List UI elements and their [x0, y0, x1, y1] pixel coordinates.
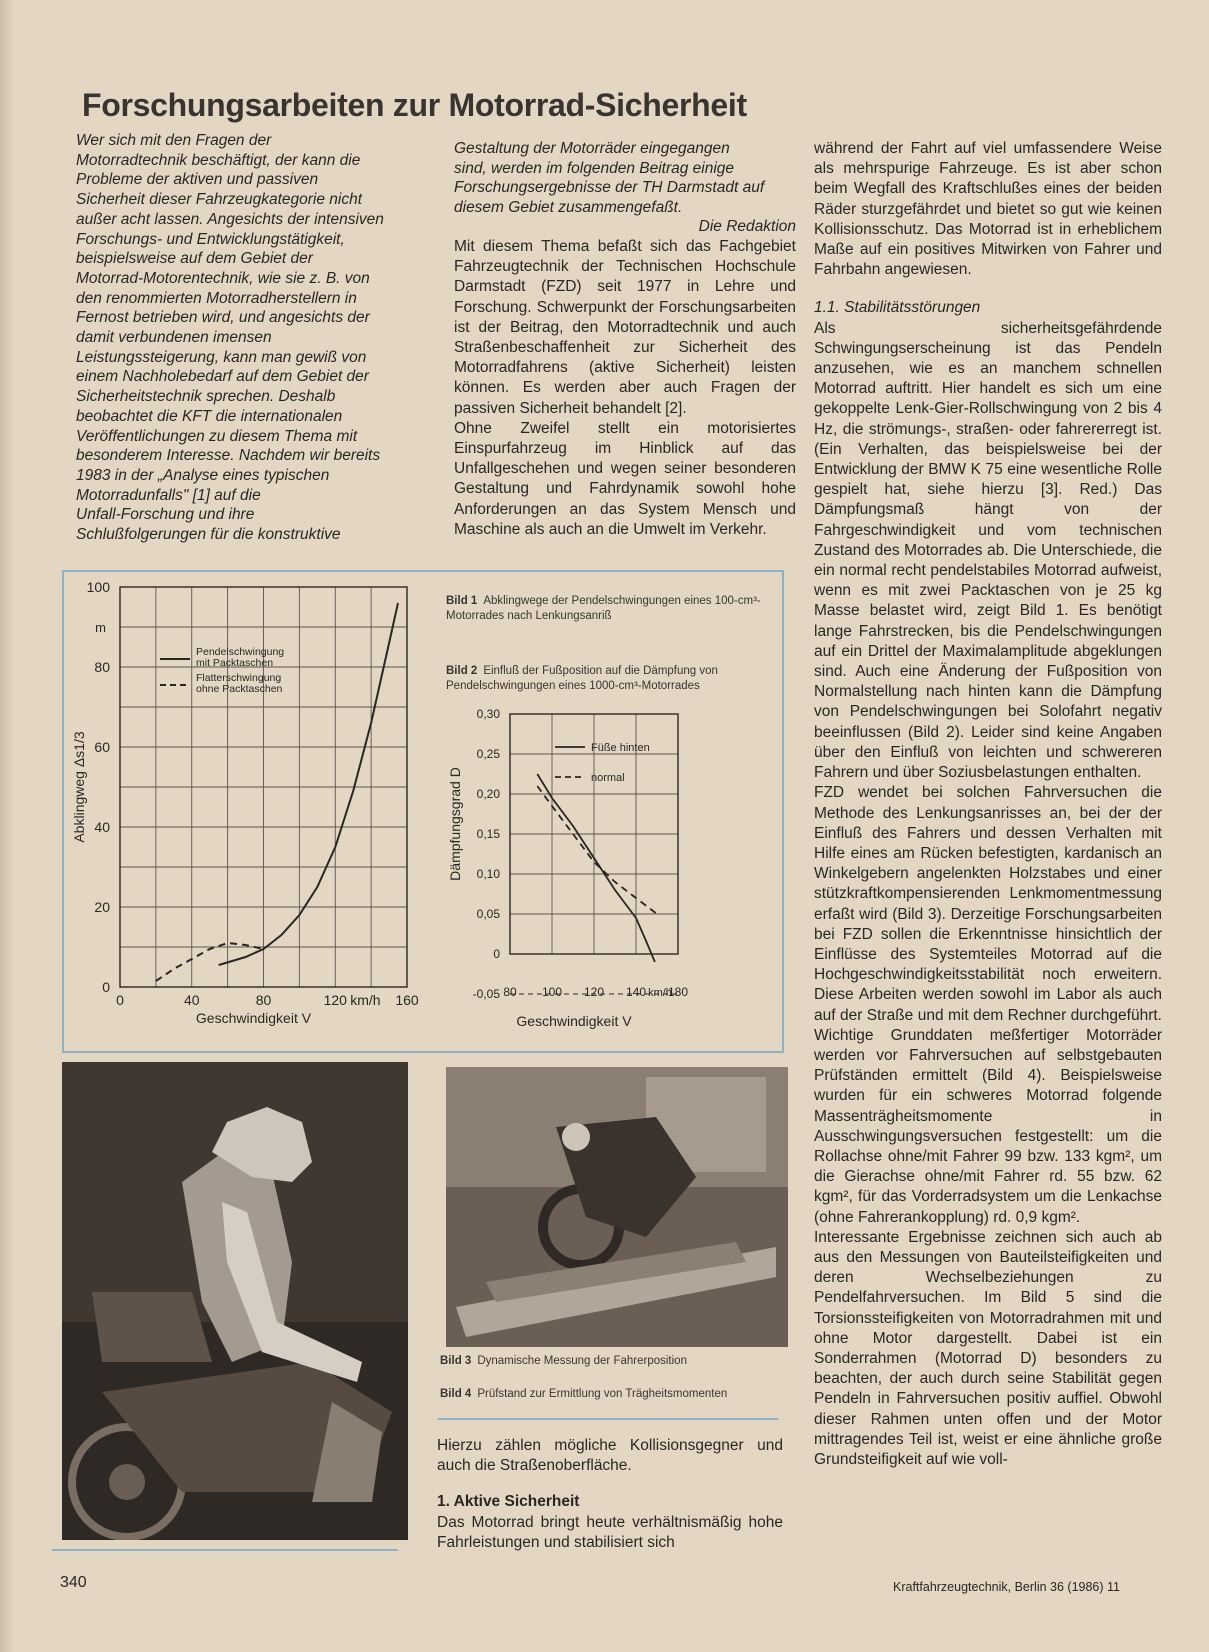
y-tick-label: 60	[94, 739, 110, 755]
intro-line: Veröffentlichungen zu diesem Thema mit	[76, 427, 358, 445]
x-unit-label: km/h	[648, 987, 672, 999]
column-2	[454, 139, 796, 540]
photo-bild-3-rider	[62, 1062, 408, 1540]
x-tick-label: 0	[116, 992, 124, 1008]
intro-line: beispielsweise auf dem Gebiet der	[76, 250, 313, 268]
intro-line: beobachtet die KFT die internationalen	[76, 407, 343, 425]
x-tick-label: 180	[667, 985, 689, 999]
y-tick-label: 0,05	[476, 907, 500, 921]
col3-paragraph-2: Als sicherheitsgefährdende Schwingungserscheinung ist das Pendeln anzusehen, wie es an manchem schnellen Motorrad auftritt. Hier handelt es sich um eine gekoppelte Lenk-Gier-Rollschwingung von 2 bis 4 Hz, die strömungs-, straßen- oder fahrererregt ist. (Ein Verhalten, das beispielsweise bei der Entwicklung der BMW K 75 eine wesentliche Rolle gespielt hat, siehe hierzu [3]. Red.) Das Dämpfungsmaß hängt von der Fahrgeschwindigkeit und vom technischen Zustand des Motorrades ab. Die Unterschiede, die ein normal recht pendelstabiles Motorrad aufweist, wenn es mit zwei Packtaschen von je 25 kg Masse belastet wird, zeigt Bild 1. Es benötigt lange Fahrstrecken, bis die Pendelschwingungen auf ein Drittel der Maximalamplitude abgeklungen sind. Auch eine Änderung der Fußposition von Normalstellung nach hinten kann die Dämpfung von Pendelschwingungen bei Solofahrt negativ beeinflussen (Bild 2). Leider sind keine Angaben über den Einfluß von leichten und schwereren Fahrern und über Soziusbelastungen enthalten.	[814, 319, 1162, 782]
x-tick-label: 120	[323, 992, 347, 1008]
y-tick-label: 0,25	[476, 747, 500, 761]
intro-line: Wer sich mit den Fragen der	[76, 132, 272, 149]
y-tick-label: 0	[102, 979, 110, 995]
intro-line: Schlußfolgerungen für die konstruktive	[76, 526, 341, 544]
legend-label: ohne Packtaschen	[196, 683, 283, 695]
col2-bottom-paragraph: Hierzu zählen mögliche Kollisionsgegner und auch die Straßenoberfläche.	[437, 1437, 783, 1475]
chart-bild-1	[64, 575, 434, 1050]
x-tick-label: 160	[395, 992, 419, 1008]
intro-line: den renommierten Motorradherstellern in	[76, 289, 357, 307]
x-tick-label: 80	[255, 992, 272, 1008]
intro-line: Sicherheitstechnik sprechen. Deshalb	[76, 388, 336, 406]
caption-rule	[438, 1418, 778, 1420]
intro-line: Leistungssteigerung, kann man gewiß von	[76, 348, 367, 366]
y-tick-label: 0,10	[476, 867, 500, 881]
article-title: Forschungsarbeiten zur Motorrad-Sicherheit	[82, 87, 747, 124]
x-axis-title: Geschwindigkeit V	[516, 1013, 632, 1029]
caption-bild-3-label: Bild 3	[440, 1355, 472, 1367]
column-3	[814, 139, 1162, 1470]
x-unit-label: km/h	[350, 992, 381, 1008]
series-line	[537, 774, 655, 962]
x-tick-label: 120	[583, 985, 605, 999]
caption-bild-2-label: Bild 2	[446, 665, 478, 677]
legend-label: Flatterschwingung	[196, 672, 282, 684]
intro-continuation-line: sind, werden im folgenden Beitrag einige	[454, 159, 735, 177]
chart-bild-2	[440, 700, 770, 1050]
photo-bild-4-test-rig	[446, 1067, 788, 1347]
caption-bild-2-text: Einfluß der Fußposition auf die Dämpfung von Pendelschwingungen eines 1000-cm³-Motorrades	[446, 665, 718, 692]
y-tick-label: 20	[94, 899, 110, 915]
y-tick-label: 0	[493, 947, 500, 961]
x-tick-label: 80	[503, 985, 517, 999]
intro-line: Motorrad-Motorentechnik, wie sie z. B. von	[76, 269, 370, 287]
heading-aktive-sicherheit: 1. Aktive Sicherheit	[437, 1493, 580, 1511]
caption-bild-1	[446, 594, 766, 624]
x-tick-label: 100	[541, 985, 563, 999]
heading-stabilitaetsstoerungen: 1.1. Stabilitätsstörungen	[814, 299, 981, 317]
col3-paragraph-4: Interessante Ergebnisse zeichnen sich auch ab aus den Messungen von Bauteilsteifigkeiten und deren Wechselbeziehungen zu Pendelfahrversuchen. Im Bild 5 sind die Torsionssteifigkeiten von Motorradrahmen mit und ohne Motor dargestellt. Dabei ist ein Sonderrahmen (Motorrad D) besonders zu beachten, der auch durch seine Stabilität gegen Pendeln in Fahrversuchen positiv auffiel. Obwohl dieser Rahmen unten offen und der Motor mittragendes Teil ist, weist er eine ähnliche große Grundsteifigkeit auf wie voll-	[814, 1228, 1162, 1468]
y-tick-label: 100	[86, 579, 110, 595]
intro-line: Unfall-Forschung und ihre	[76, 506, 255, 524]
intro-line: außer acht lassen. Angesichts der intensiven	[76, 210, 384, 228]
intro-continuation-line: Forschungsergebnisse der TH Darmstadt auf	[454, 179, 765, 197]
col2-paragraph-2: Ohne Zweifel stellt ein motorisiertes Einspurfahrzeug im Hinblick auf das Unfallgeschehen und wegen seiner besonderen Gestaltung und Fahrdynamik sowohl hohe Anforderungen an das System Mensch und Maschine als auch an die Umwelt im Verkehr.	[454, 419, 796, 538]
legend-label: normal	[591, 772, 625, 784]
intro-text	[76, 131, 424, 545]
intro-continuation	[454, 139, 796, 217]
x-tick-label: 40	[183, 992, 200, 1008]
y-tick-label: -0,05	[472, 987, 500, 1001]
intro-line: einem Nachholebedarf auf dem Gebiet der	[76, 368, 369, 386]
caption-bild-1-label: Bild 1	[446, 595, 478, 607]
y-axis-title: Dämpfungsgrad D	[447, 767, 463, 881]
intro-line: Fernost betrieben wird, und angesichts der	[76, 309, 370, 327]
page-edge	[0, 0, 14, 1652]
column-2-bottom	[437, 1436, 783, 1553]
photo-bottom-rule	[52, 1549, 398, 1551]
y-tick-label: 0,20	[476, 787, 500, 801]
x-tick-label: 140	[625, 985, 647, 999]
intro-line: Motorradtechnik beschäftigt, der kann die	[76, 151, 361, 169]
intro-line: 1983 in der „Analyse eines typischen	[76, 466, 330, 484]
intro-line: Sicherheit dieser Fahrzeugkategorie nicht	[76, 191, 363, 209]
journal-reference: Kraftfahrzeugtechnik, Berlin 36 (1986) 11	[893, 1580, 1120, 1594]
legend-label: mit Packtaschen	[196, 657, 274, 669]
photo-bild-3-sketch	[62, 1062, 408, 1540]
col2-paragraph-1: Mit diesem Thema befaßt sich das Fachgebiet Fahrzeugtechnik der Technischen Hochschule Darmstadt (FZD) seit 1977 in Lehre und Forschung. Schwerpunkt der Forschungsarbeiten ist der Beitrag, den Motorradtechnik und auch Straßenbeschaffenheit zur Sicherheit des Motorradfahrens (aktive Sicherheit) leisten können. Es werden aber auch Fragen der passiven Sicherheit behandelt [2].	[454, 237, 796, 417]
intro-line: Probleme der aktiven und passiven	[76, 171, 319, 189]
photo-bild-4-sketch	[446, 1067, 788, 1347]
y-axis-title: Abklingweg Δs1/3	[71, 731, 87, 843]
intro-continuation-line: diesem Gebiet zusammengefaßt.	[454, 198, 683, 216]
series-line	[156, 943, 264, 981]
caption-bild-1-text: Abklingwege der Pendelschwingungen eines 100-cm³-Motorrades nach Lenkungsanriß	[446, 595, 761, 622]
caption-bild-3-text: Dynamische Messung der Fahrerposition	[477, 1355, 687, 1367]
col3-paragraph-3: FZD wendet bei solchen Fahrversuchen die Methode des Lenkungsanrisses an, bei der der Einfluß des Fahrers und dessen Verhalten mit Hilfe eines am Rücken befestigten, kardanisch an Winkelgebern angelenkten Holzstabes und einer stützkraftkompensierenden Lenkmomentmessung erfaßt wird (Bild 3). Derzeitige Forschungsarbeiten bei FZD sollen die Erkenntnisse hinsichtlich der Einflüsse des Systemteiles Motorrad auf die Hochgeschwindigkeitsstabilität noch erweitern. Diese Arbeiten werden sowohl im Labor als auch auf der Straße und mit dem Rechner durchgeführt. Wichtige Grunddaten meßfertiger Motorräder werden vor Fahrversuchen auf selbstgebauten Prüfständen ermittelt (Bild 4). Beispielsweise wurden für ein schweres Motorrad folgende Massenträgheitsmomente in Ausschwingungsversuchen festgestellt: um die Rollachse ohne/mit Fahrer 99 bzw. 133 kgm², um die Gierachse ohne/mit Fahrer rd. 55 bzw. 62 kgm², für das Vorderradsystem um die Lenkachse (ohne Fahrerankopplung) rd. 0,9 kgm².	[814, 784, 1162, 1226]
editor-signature: Die Redaktion	[698, 218, 796, 236]
intro-continuation-line: Gestaltung der Motorräder eingegangen	[454, 140, 730, 157]
y-tick-label: 0,30	[476, 707, 500, 721]
caption-bild-3	[440, 1354, 780, 1369]
col3-paragraph-1: während der Fahrt auf viel umfassendere Weise als mehrspurige Fahrzeuge. Es ist aber schon beim Wegfall des Kraftschlußes eines der beiden Räder sturzgefährdet und bietet so gut wie keinen Kollisionsschutz. Das Motorrad ist in erheblichem Maße auf ein positives Mitwirken von Fahrer und Fahrbahn angewiesen.	[814, 140, 1162, 279]
intro-line: Motorradunfalls" [1] auf die	[76, 486, 261, 504]
y-tick-label: 80	[94, 659, 110, 675]
col2-aktive-text: Das Motorrad bringt heute verhältnismäßig hohe Fahrleistungen und stabilisiert sich	[437, 1513, 783, 1551]
page-number: 340	[60, 1574, 87, 1591]
legend-label: Füße hinten	[591, 742, 650, 754]
series-line	[537, 786, 657, 914]
intro-line: besonderem Interesse. Nachdem wir bereits	[76, 447, 381, 465]
y-tick-label: 40	[94, 819, 110, 835]
x-axis-title: Geschwindigkeit V	[195, 1010, 312, 1026]
y-unit-label: m	[95, 620, 106, 635]
caption-bild-4	[440, 1387, 780, 1402]
intro-line: damit verbundenen imensen	[76, 329, 272, 347]
caption-bild-2	[446, 664, 766, 694]
legend-label: Pendelschwingung	[196, 646, 285, 658]
caption-bild-4-text: Prüfstand zur Ermittlung von Trägheitsmomenten	[477, 1388, 728, 1400]
y-tick-label: 0,15	[476, 827, 500, 841]
caption-bild-4-label: Bild 4	[440, 1388, 472, 1400]
intro-line: Forschungs- und Entwicklungstätigkeit,	[76, 230, 345, 248]
